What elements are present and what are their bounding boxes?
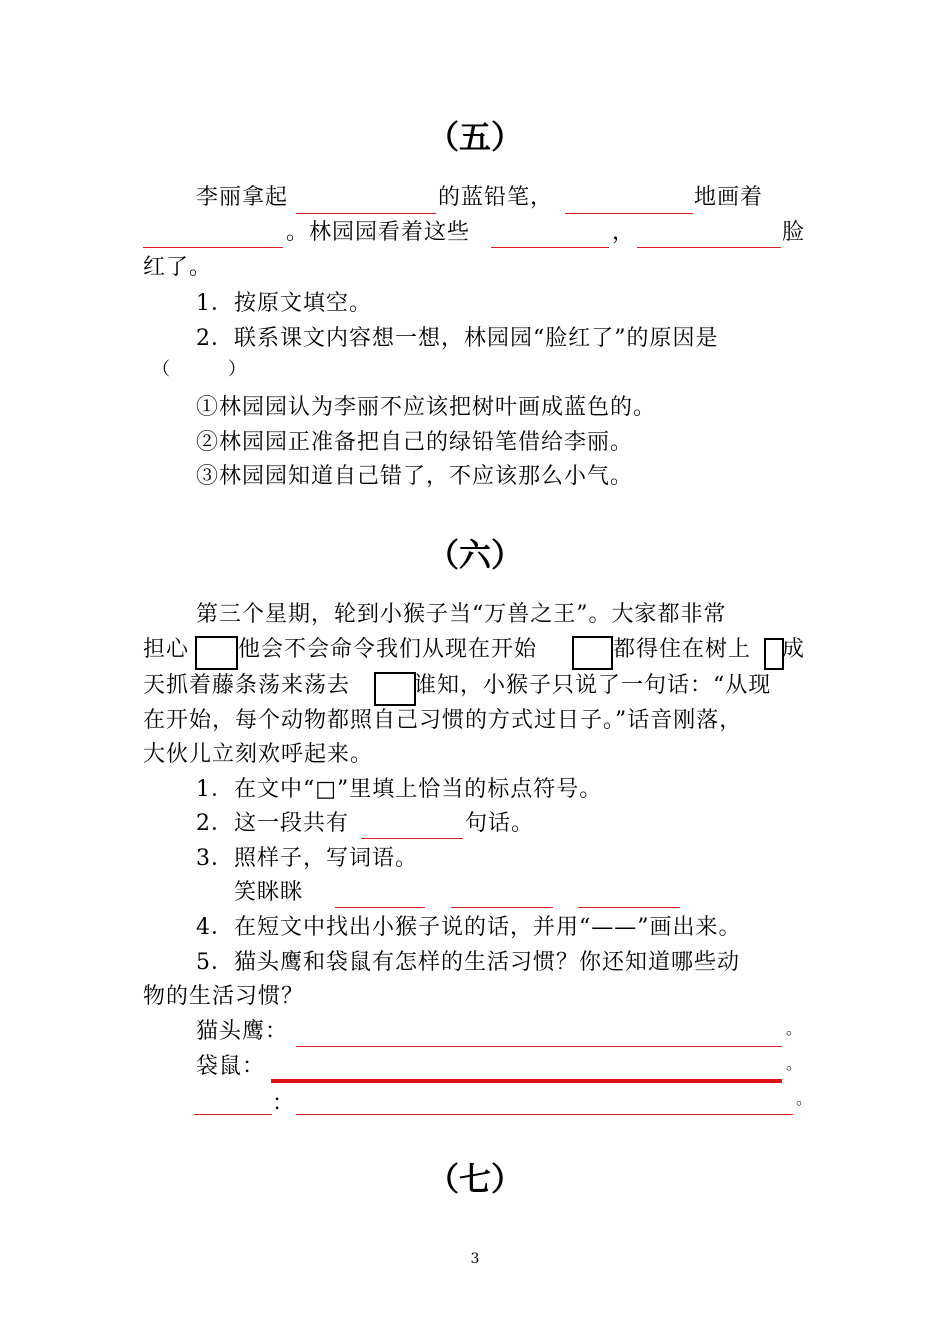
- colon: ：: [272, 1091, 296, 1116]
- passage-line: 他会不会命令我们从现在开始: [238, 637, 538, 662]
- period: 。: [796, 1089, 814, 1108]
- option-1: ①林园园认为李丽不应该把树叶画成蓝色的。: [196, 395, 657, 420]
- text-line: 的蓝铅笔，: [438, 185, 554, 210]
- passage-line: 大伙儿立刻欢呼起来。: [143, 742, 374, 767]
- question-1: 1．在文中“□”里填上恰当的标点符号。: [196, 777, 603, 802]
- punctuation-box[interactable]: [572, 636, 613, 670]
- answer-line[interactable]: [271, 1079, 782, 1083]
- passage-line: 在开始，每个动物都照自己习惯的方式过日子。”话音刚落，: [143, 708, 743, 733]
- answer-parentheses[interactable]: （ ）: [152, 359, 247, 380]
- question-1: 1．按原文填空。: [196, 291, 372, 316]
- fill-blank[interactable]: [143, 247, 283, 248]
- fill-blank[interactable]: [296, 213, 436, 214]
- period: 。: [786, 1019, 804, 1038]
- question-2: 2．联系课文内容想一想，林园园“脸红了”的原因是: [196, 326, 719, 351]
- question-2-suffix: 句话。: [465, 811, 535, 836]
- question-3: 3．照样子，写词语。: [196, 846, 418, 871]
- passage-line: 第三个星期，轮到小猴子当“万兽之王”。大家都非常: [196, 602, 727, 627]
- question-2: 2．这一段共有: [196, 811, 349, 836]
- text-line: 地画着: [694, 185, 764, 210]
- text-line: 脸: [782, 220, 806, 245]
- fill-blank[interactable]: [578, 907, 680, 908]
- example-word: 笑眯眯: [234, 880, 304, 905]
- passage-line: 谁知，小猴子只说了一句话：“从现: [414, 673, 772, 698]
- text-line: 红了。: [143, 255, 213, 280]
- punctuation-box[interactable]: [764, 638, 784, 670]
- section-6-heading: （六）: [426, 536, 523, 574]
- fill-blank[interactable]: [335, 907, 425, 908]
- question-5-cont: 物的生活习惯？: [143, 984, 305, 1009]
- question-5: 5．猫头鹰和袋鼠有怎样的生活习惯？你还知道哪些动: [196, 950, 740, 975]
- passage-line: 天抓着藤条荡来荡去: [143, 673, 351, 698]
- section-7-heading: （七）: [426, 1160, 523, 1198]
- section-5-heading: （五）: [426, 118, 523, 156]
- page-number: 3: [470, 1251, 480, 1267]
- option-3: ③林园园知道自己错了，不应该那么小气。: [196, 464, 634, 489]
- text-line: 。林园园看着这些: [286, 220, 471, 245]
- answer-line[interactable]: [296, 1046, 782, 1047]
- passage-line: 都得住在树上: [613, 637, 752, 662]
- fill-blank[interactable]: [565, 213, 693, 214]
- punctuation-box[interactable]: [195, 636, 238, 670]
- fill-blank[interactable]: [491, 247, 609, 248]
- passage-line: 担心: [143, 637, 190, 662]
- passage-line: 成: [782, 637, 806, 662]
- fill-blank[interactable]: [361, 838, 463, 839]
- answer-line[interactable]: [296, 1114, 793, 1115]
- text-line: ，: [612, 220, 636, 245]
- kangaroo-label: 袋鼠：: [196, 1054, 266, 1079]
- period: 。: [786, 1054, 804, 1073]
- fill-blank[interactable]: [451, 907, 553, 908]
- fill-blank[interactable]: [637, 247, 781, 248]
- punctuation-box[interactable]: [374, 672, 416, 706]
- text-line: 李丽拿起: [196, 185, 289, 210]
- owl-label: 猫头鹰：: [196, 1019, 289, 1044]
- option-2: ②林园园正准备把自己的绿铅笔借给李丽。: [196, 430, 634, 455]
- question-4: 4．在短文中找出小猴子说的话，并用“——”画出来。: [196, 915, 742, 940]
- animal-name-blank[interactable]: [194, 1114, 272, 1115]
